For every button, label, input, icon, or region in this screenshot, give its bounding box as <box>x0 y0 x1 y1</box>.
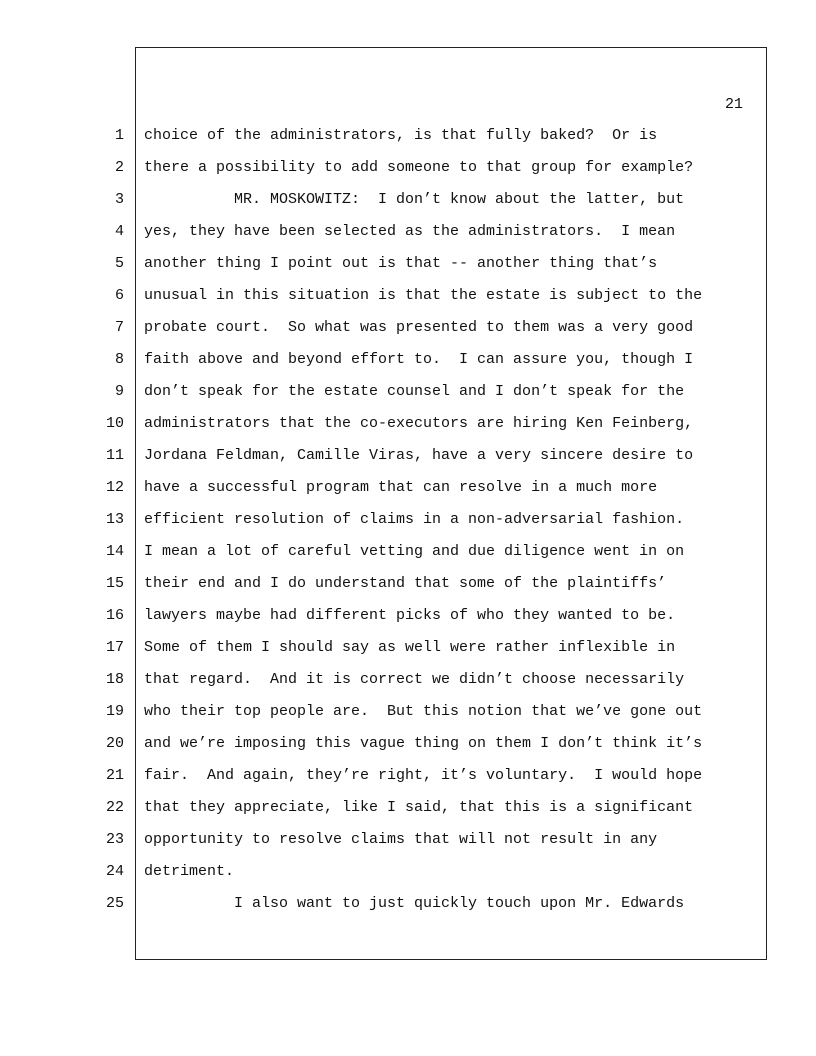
line-text: opportunity to resolve claims that will not result in any <box>144 831 658 848</box>
line-number: 1 <box>114 127 124 144</box>
line-number: 3 <box>114 191 124 208</box>
line-text: have a successful program that can resolve in a much more <box>144 479 658 496</box>
transcript-line <box>0 576 816 608</box>
line-text: I mean a lot of careful vetting and due diligence went in on <box>144 543 685 560</box>
line-text: efficient resolution of claims in a non-adversarial fashion. <box>144 511 685 528</box>
transcript-line <box>0 864 816 896</box>
line-number: 9 <box>114 383 124 400</box>
transcript-line <box>0 480 816 512</box>
line-number: 12 <box>105 479 124 496</box>
line-number: 13 <box>105 511 124 528</box>
line-text: probate court. So what was presented to them was a very good <box>144 319 694 336</box>
transcript-line <box>0 288 816 320</box>
line-number: 4 <box>114 223 124 240</box>
line-text: lawyers maybe had different picks of who they wanted to be. <box>144 607 676 624</box>
line-number: 14 <box>105 543 124 560</box>
line-text: I also want to just quickly touch upon Mr. Edwards <box>144 895 685 912</box>
line-text: detriment. <box>144 863 235 880</box>
transcript-line <box>0 224 816 256</box>
line-text: who their top people are. But this notion that we’ve gone out <box>144 703 703 720</box>
line-number: 23 <box>105 831 124 848</box>
line-number: 7 <box>114 319 124 336</box>
line-number: 5 <box>114 255 124 272</box>
line-number: 11 <box>105 447 124 464</box>
line-text: MR. MOSKOWITZ: I don’t know about the latter, but <box>144 191 685 208</box>
line-text: faith above and beyond effort to. I can assure you, though I <box>144 351 694 368</box>
transcript-lines <box>0 128 816 928</box>
transcript-line <box>0 768 816 800</box>
transcript-line <box>0 512 816 544</box>
transcript-line <box>0 544 816 576</box>
line-number: 17 <box>105 639 124 656</box>
line-text: Some of them I should say as well were rather inflexible in <box>144 639 676 656</box>
line-number: 18 <box>105 671 124 688</box>
line-text: and we’re imposing this vague thing on them I don’t think it’s <box>144 735 703 752</box>
line-text: there a possibility to add someone to that group for example? <box>144 159 694 176</box>
transcript-line <box>0 320 816 352</box>
line-text: Jordana Feldman, Camille Viras, have a very sincere desire to <box>144 447 694 464</box>
line-text: administrators that the co-executors are hiring Ken Feinberg, <box>144 415 694 432</box>
line-number: 10 <box>105 415 124 432</box>
line-text: that regard. And it is correct we didn’t choose necessarily <box>144 671 685 688</box>
page-number: 21 <box>724 96 743 113</box>
transcript-line <box>0 128 816 160</box>
line-number: 19 <box>105 703 124 720</box>
line-number: 6 <box>114 287 124 304</box>
line-text: another thing I point out is that -- another thing that’s <box>144 255 658 272</box>
transcript-line <box>0 736 816 768</box>
transcript-line <box>0 384 816 416</box>
line-number: 16 <box>105 607 124 624</box>
transcript-line <box>0 800 816 832</box>
transcript-line <box>0 608 816 640</box>
line-number: 25 <box>105 895 124 912</box>
transcript-line <box>0 704 816 736</box>
transcript-line <box>0 160 816 192</box>
transcript-line <box>0 896 816 928</box>
transcript-line <box>0 832 816 864</box>
transcript-line <box>0 352 816 384</box>
line-text: their end and I do understand that some of the plaintiffs’ <box>144 575 667 592</box>
transcript-line <box>0 192 816 224</box>
transcript-line <box>0 448 816 480</box>
transcript-line <box>0 640 816 672</box>
line-number: 20 <box>105 735 124 752</box>
line-text: yes, they have been selected as the administrators. I mean <box>144 223 676 240</box>
transcript-line <box>0 416 816 448</box>
line-text: that they appreciate, like I said, that this is a significant <box>144 799 694 816</box>
transcript-line <box>0 256 816 288</box>
transcript-line <box>0 672 816 704</box>
line-text: don’t speak for the estate counsel and I don’t speak for the <box>144 383 685 400</box>
line-number: 8 <box>114 351 124 368</box>
line-number: 24 <box>105 863 124 880</box>
line-number: 21 <box>105 767 124 784</box>
line-text: fair. And again, they’re right, it’s voluntary. I would hope <box>144 767 703 784</box>
line-text: unusual in this situation is that the estate is subject to the <box>144 287 703 304</box>
line-number: 15 <box>105 575 124 592</box>
line-text: choice of the administrators, is that fully baked? Or is <box>144 127 658 144</box>
line-number: 22 <box>105 799 124 816</box>
line-number: 2 <box>114 159 124 176</box>
